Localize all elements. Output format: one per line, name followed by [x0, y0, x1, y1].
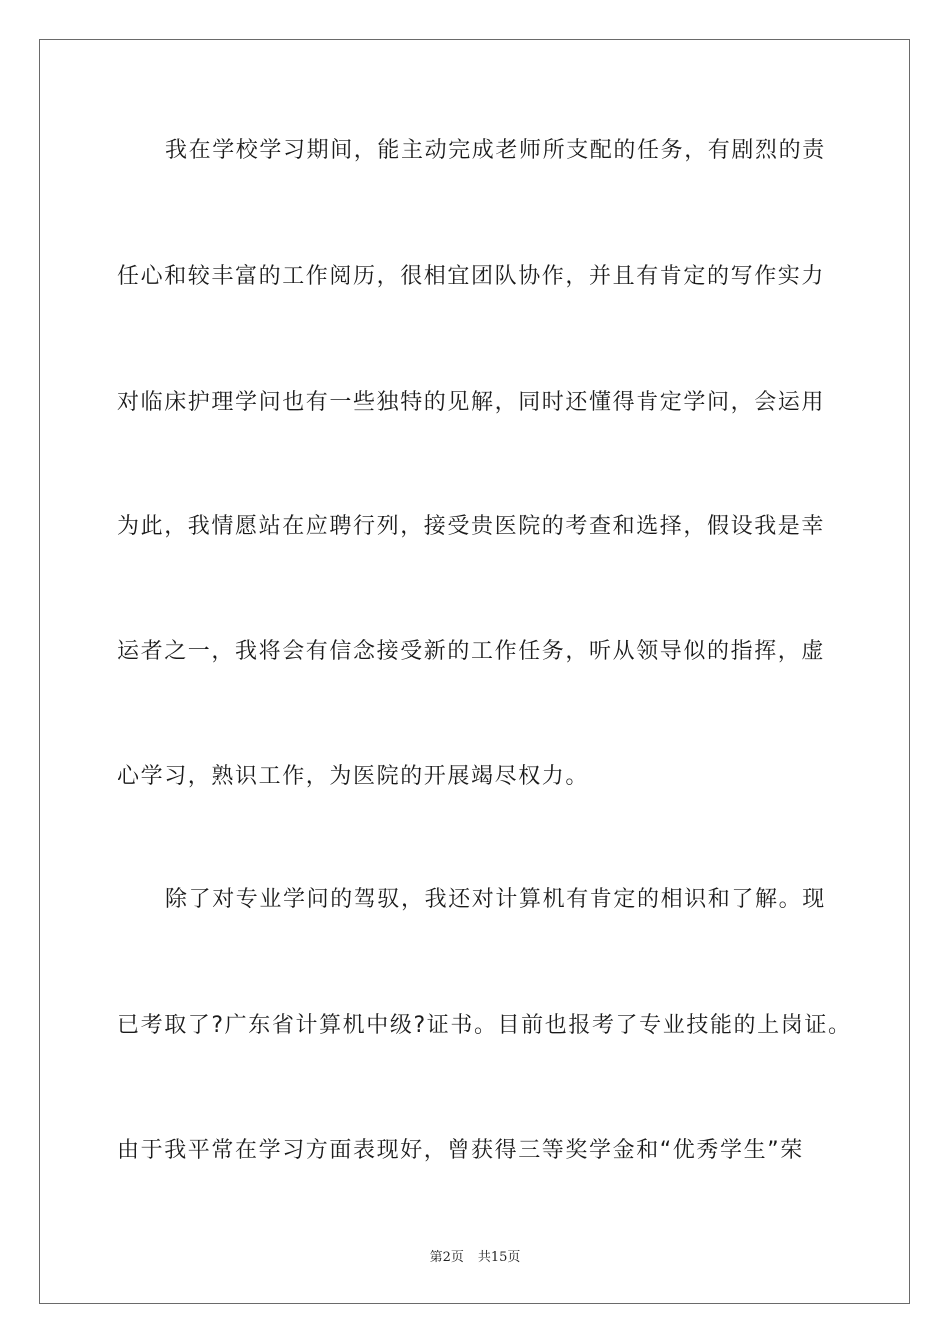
text-line: 任心和较丰富的工作阅历，很相宜团队协作，并且有肯定的写作实力 — [117, 264, 826, 289]
text-line: 对临床护理学问也有一些独特的见解，同时还懂得肯定学问，会运用 — [117, 390, 826, 415]
text-line: 我在学校学习期间，能主动完成老师所支配的任务，有剧烈的责 — [165, 138, 826, 163]
page-footer — [0, 1246, 950, 1265]
text-line: 运者之一，我将会有信念接受新的工作任务，听从领导似的指挥，虚 — [117, 639, 826, 664]
page-border — [39, 39, 910, 1304]
text-line: 心学习，熟识工作，为医院的开展竭尽权力。 — [117, 764, 590, 789]
text-line: 为此，我情愿站在应聘行列，接受贵医院的考查和选择，假设我是幸 — [117, 514, 826, 539]
text-line: 由于我平常在学习方面表现好，曾获得三等奖学金和“优秀学生”荣 — [117, 1138, 804, 1163]
text-line: 已考取了?广东省计算机中级?证书。目前也报考了专业技能的上岗证。 — [117, 1013, 852, 1038]
page-number: 第2页 — [429, 1250, 464, 1265]
page-total: 共15页 — [477, 1250, 521, 1265]
text-line: 除了对专业学问的驾驭，我还对计算机有肯定的相识和了解。现 — [165, 887, 826, 912]
